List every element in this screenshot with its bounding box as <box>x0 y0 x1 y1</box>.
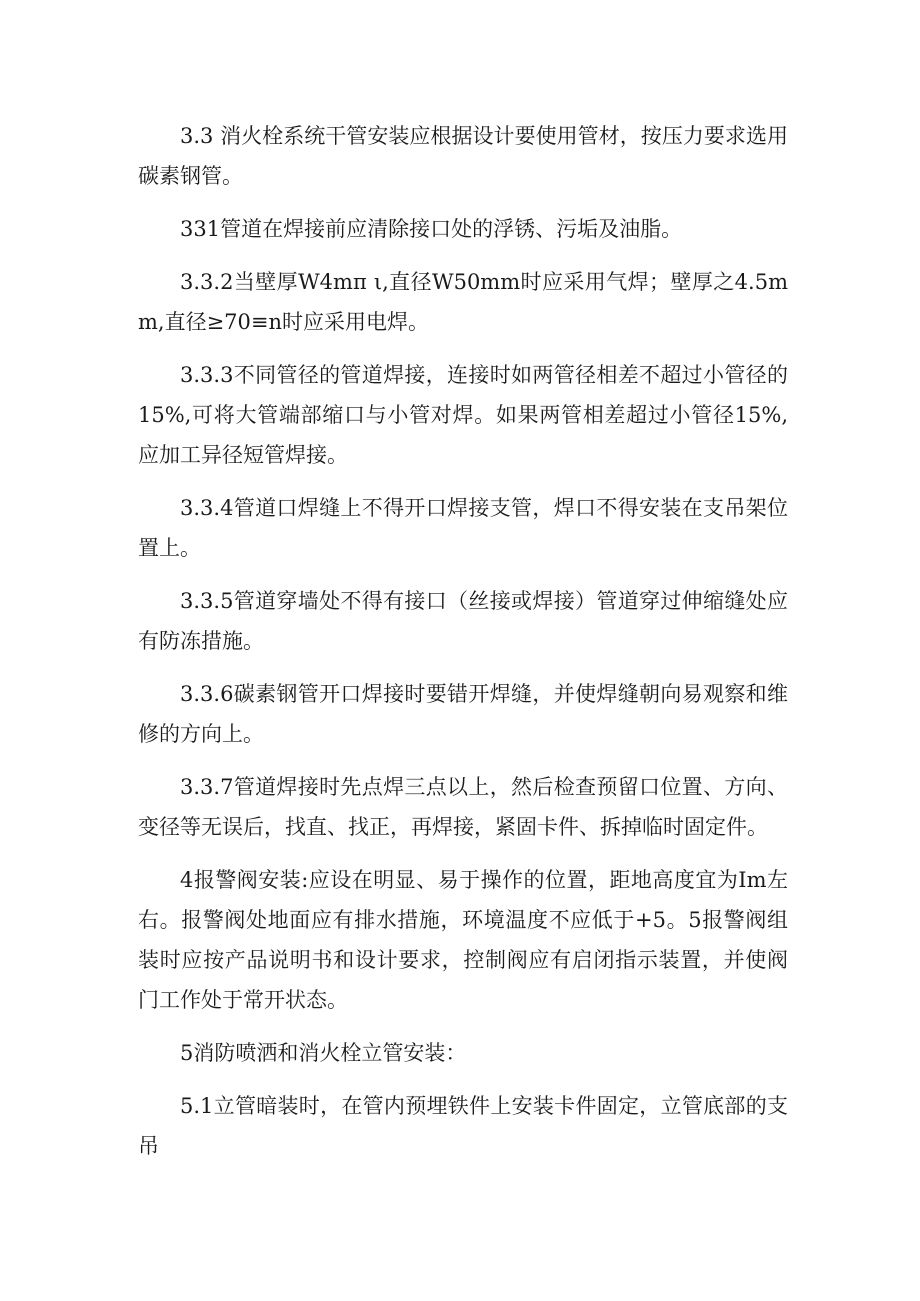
paragraph-5-heading: 5消防喷洒和消火栓立管安装： <box>180 1041 467 1065</box>
paragraph-3-3-1: 331管道在焊接前应清除接口处的浮锈、污垢及油脂。 <box>180 217 683 241</box>
paragraph-3-3: 3.3 消火栓系统干管安装应根据设计要使用管材，按压力要求选用碳素钢管。 <box>138 124 788 188</box>
paragraph-3-3-7: 3.3.7管道焊接时先点焊三点以上，然后检查预留口位置、方向、变径等无误后，找直、找正，再焊接，紧固卡件、拆掉临时固定件。 <box>138 775 788 839</box>
paragraph-3-3-2: 3.3.2当壁厚W4mπ ι,直径W50mm时应采用气焊；壁厚之4.5mm,直径≥70≡n时应采用电焊。 <box>138 270 788 334</box>
paragraph-5-1: 5.1立管暗装时，在管内预埋铁件上安装卡件固定，立管底部的支吊 <box>138 1094 788 1158</box>
paragraph-3-3-5: 3.3.5管道穿墙处不得有接口（丝接或焊接）管道穿过伸缩缝处应有防冻措施。 <box>138 589 788 653</box>
document-body <box>138 116 788 1179</box>
paragraph-4-alarm-valve: 4报警阀安装:应设在明显、易于操作的位置，距地高度宜为Im左右。报警阀处地面应有排水措施，环境温度不应低于+5。5报警阀组装时应按产品说明书和设计要求，控制阀应有启闭指示装置，并使阀门工作处于常开状态。 <box>138 868 788 1012</box>
paragraph-3-3-4: 3.3.4管道口焊缝上不得开口焊接支管，焊口不得安装在支吊架位置上。 <box>138 496 788 560</box>
paragraph-3-3-3: 3.3.3不同管径的管道焊接，连接时如两管径相差不超过小管径的15%,可将大管端部缩口与小管对焊。如果两管相差超过小管径15%,应加工异径短管焊接。 <box>138 363 788 467</box>
paragraph-3-3-6: 3.3.6碳素钢管开口焊接时要错开焊缝，并使焊缝朝向易观察和维修的方向上。 <box>138 682 788 746</box>
